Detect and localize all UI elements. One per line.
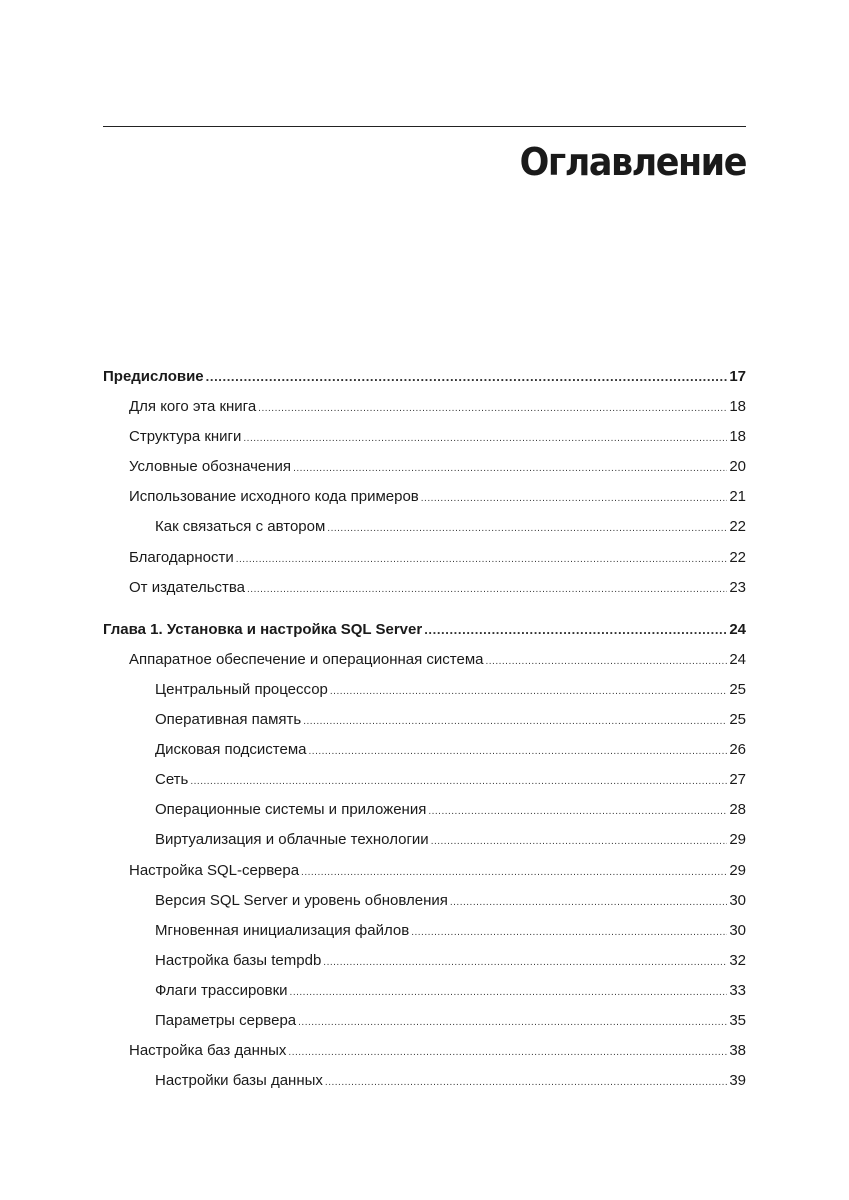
toc-page-number: 18 <box>729 398 746 416</box>
toc-page-number: 21 <box>729 488 746 506</box>
toc-page-number: 39 <box>729 1072 746 1090</box>
toc-entry-title: Центральный процессор <box>155 680 328 698</box>
toc-leader-dots <box>190 767 727 797</box>
toc-entry[interactable] <box>103 452 746 482</box>
toc-entry[interactable] <box>103 392 746 422</box>
toc-page-number: 38 <box>729 1042 746 1060</box>
toc-page-number: 23 <box>729 578 746 596</box>
toc-entry-preface[interactable] <box>103 362 746 392</box>
toc-page-number: 27 <box>729 771 746 789</box>
table-of-contents <box>103 362 746 1096</box>
toc-page-number: 29 <box>729 861 746 879</box>
toc-entry-title: Для кого эта книга <box>129 398 257 416</box>
toc-page-number: 26 <box>729 741 746 759</box>
toc-leader-dots <box>327 514 727 544</box>
toc-entry[interactable] <box>103 422 746 452</box>
toc-leader-dots <box>301 858 727 888</box>
toc-entry-title: Флаги трассировки <box>155 981 288 999</box>
toc-entry-title: Мгновенная инициализация файлов <box>155 921 410 939</box>
toc-page-number: 25 <box>729 711 746 729</box>
header-rule <box>103 126 746 127</box>
toc-page-number: 33 <box>729 981 746 999</box>
toc-leader-dots <box>288 1038 727 1068</box>
toc-entry-title: Оперативная память <box>155 711 302 729</box>
toc-entry[interactable] <box>103 735 746 765</box>
toc-entry-chapter-1[interactable] <box>103 615 746 645</box>
toc-page-number: 25 <box>729 680 746 698</box>
toc-entry[interactable] <box>103 856 746 886</box>
toc-page-number: 22 <box>729 518 746 536</box>
toc-entry-title: Структура книги <box>129 428 242 446</box>
toc-entry[interactable] <box>103 645 746 675</box>
toc-page-number: 17 <box>729 368 746 385</box>
toc-leader-dots <box>428 797 727 827</box>
toc-entry[interactable] <box>103 886 746 916</box>
toc-page-number: 18 <box>729 428 746 446</box>
toc-entry[interactable] <box>103 482 746 512</box>
toc-leader-dots <box>325 1068 727 1098</box>
toc-entry-title: Сеть <box>155 771 189 789</box>
toc-page-number: 30 <box>729 891 746 909</box>
toc-entry[interactable] <box>103 512 746 542</box>
toc-entry-title: Условные обозначения <box>129 458 292 476</box>
toc-leader-dots <box>330 677 727 707</box>
toc-page-number: 32 <box>729 951 746 969</box>
toc-leader-dots <box>431 827 728 857</box>
toc-page-number: 22 <box>729 548 746 566</box>
toc-entry[interactable] <box>103 1006 746 1036</box>
toc-entry[interactable] <box>103 705 746 735</box>
toc-entry-title: Как связаться с автором <box>155 518 326 536</box>
toc-entry[interactable] <box>103 976 746 1006</box>
toc-leader-dots <box>247 575 727 605</box>
toc-entry-title: Настройка баз данных <box>129 1042 287 1060</box>
toc-leader-dots <box>298 1008 727 1038</box>
toc-entry[interactable] <box>103 825 746 855</box>
toc-leader-dots <box>303 707 727 737</box>
toc-entry[interactable] <box>103 946 746 976</box>
toc-leader-dots <box>450 888 727 918</box>
toc-page-number: 35 <box>729 1011 746 1029</box>
toc-entry-title: Параметры сервера <box>155 1011 297 1029</box>
toc-entry[interactable] <box>103 916 746 946</box>
toc-entry-title: Аппаратное обеспечение и операционная система <box>129 650 484 668</box>
toc-entry-title: Настройка SQL-сервера <box>129 861 300 879</box>
toc-leader-dots <box>293 454 727 484</box>
toc-leader-dots <box>424 615 727 645</box>
toc-leader-dots <box>290 978 728 1008</box>
toc-entry-title: Благодарности <box>129 548 234 566</box>
toc-entry[interactable] <box>103 1066 746 1096</box>
toc-entry[interactable] <box>103 543 746 573</box>
toc-entry-title: Настройки базы данных <box>155 1072 323 1090</box>
toc-entry-title: Использование исходного кода примеров <box>129 488 419 506</box>
toc-leader-dots <box>243 424 727 454</box>
toc-leader-dots <box>206 362 728 392</box>
toc-entry-title: Версия SQL Server и уровень обновления <box>155 891 448 909</box>
toc-entry-title: Дисковая подсистема <box>155 741 307 759</box>
toc-leader-dots <box>309 737 728 767</box>
toc-page-number: 29 <box>729 831 746 849</box>
toc-leader-dots <box>421 484 728 514</box>
toc-leader-dots <box>236 545 728 575</box>
toc-leader-dots <box>258 394 727 424</box>
toc-entry-title: Операционные системы и приложения <box>155 801 427 819</box>
toc-entry-title: Виртуализация и облачные технологии <box>155 831 429 849</box>
toc-entry-title: Предисловие <box>103 368 204 385</box>
toc-page-number: 20 <box>729 458 746 476</box>
toc-leader-dots <box>323 948 727 978</box>
toc-leader-dots <box>486 647 728 677</box>
toc-entry-title: Глава 1. Установка и настройка SQL Server <box>103 620 423 638</box>
toc-entry[interactable] <box>103 765 746 795</box>
toc-page-number: 30 <box>729 921 746 939</box>
toc-entry-title: Настройка базы tempdb <box>155 951 322 969</box>
toc-entry[interactable] <box>103 1036 746 1066</box>
page-title: Оглавление <box>519 140 746 184</box>
toc-entry[interactable] <box>103 573 746 603</box>
toc-entry[interactable] <box>103 795 746 825</box>
toc-entry-title: От издательства <box>129 578 246 596</box>
toc-entry[interactable] <box>103 675 746 705</box>
toc-page-number: 24 <box>729 650 746 668</box>
toc-leader-dots <box>411 918 727 948</box>
toc-page-number: 28 <box>729 801 746 819</box>
toc-page-number: 24 <box>729 620 746 638</box>
